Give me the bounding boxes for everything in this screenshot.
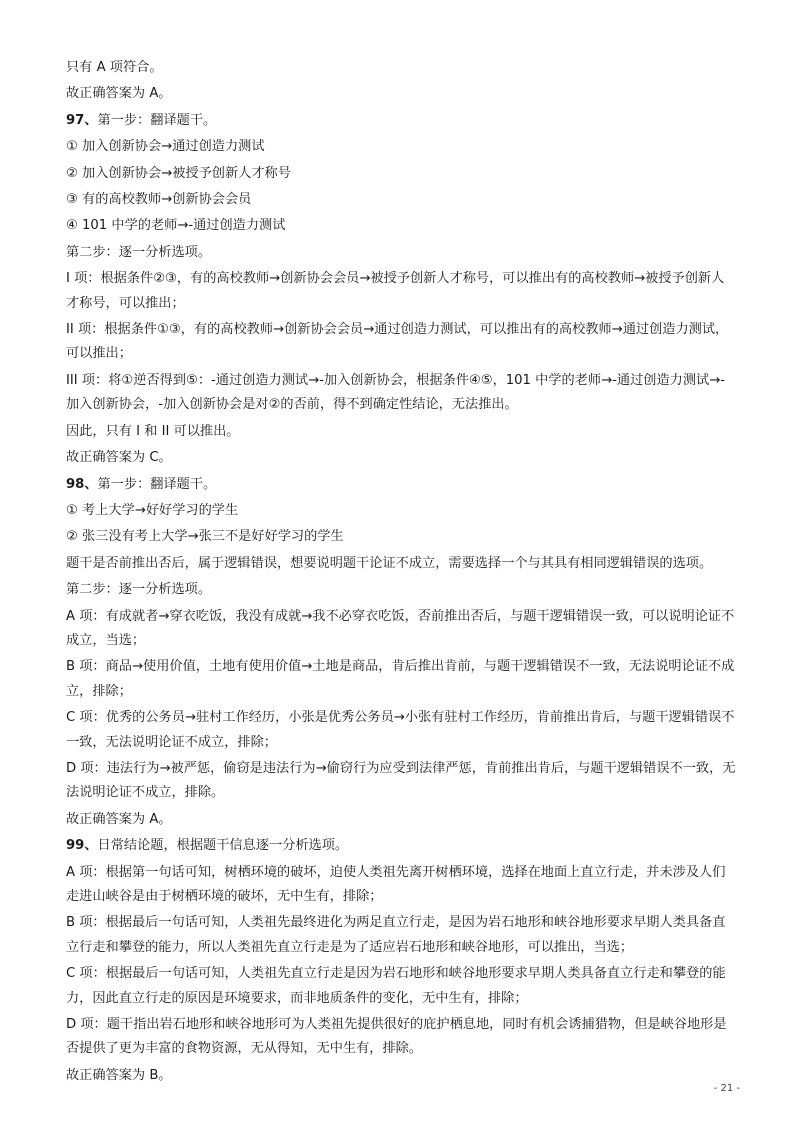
line-text: A 项：根据第一句话可知，树栖环境的破坏，迫使人类祖先离开树栖环境，选择在地面上直立行走，并未涉及人们走进山峡谷是由于树栖环境的破坏，无中生有，排除；	[66, 864, 726, 904]
line-text: ③ 有的高校教师→创新协会会员	[66, 192, 252, 208]
line-text: ① 加入创新协会→通过创造力测试	[66, 139, 265, 155]
line-text: ④ 101 中学的老师→-通过创造力测试	[66, 218, 286, 234]
text-line	[66, 188, 736, 212]
line-text: ① 考上大学→好好学习的学生	[66, 502, 239, 518]
text-line	[66, 318, 736, 367]
text-line	[66, 834, 736, 858]
line-text: 故正确答案为 A。	[66, 86, 172, 102]
line-text: III 项：将①逆否得到⑤：-通过创造力测试→-加入创新协会，根据条件④⑤，101 中学的老师→-通过创造力测试→-加入创新协会，-加入创新协会是对②的否前，得不到确定性结论，无法推出。	[66, 372, 726, 413]
text-line	[66, 162, 736, 186]
question-number: 99、	[66, 838, 98, 854]
text-line	[66, 1013, 736, 1062]
line-text: C 项：根据最后一句话可知，人类祖先直立行走是因为岩石地形和峡谷地形要求早期人类具备直立行走和攀登的能力，因此直立行走的原因是环境要求，而非地质条件的变化，无中生有，排除；	[66, 966, 726, 1006]
line-text: 第一步：翻译题干。	[97, 476, 217, 492]
text-line	[66, 808, 736, 832]
line-text: 第二步：逐一分析选项。	[66, 582, 212, 598]
text-line	[66, 655, 736, 704]
text-line	[66, 861, 736, 910]
text-line	[66, 56, 736, 80]
text-line	[66, 499, 736, 523]
text-line	[66, 369, 736, 418]
line-text: D 项：违法行为→被严惩，偷窃是违法行为→偷窃行为应受到法律严惩，肯前推出肯后，与题干逻辑错误不一致，无法说明论证不成立，排除。	[66, 760, 736, 801]
question-number: 98、	[66, 476, 98, 492]
text-line	[66, 82, 736, 106]
line-text: 因此，只有 I 和 II 可以推出。	[66, 423, 240, 439]
text-line	[66, 911, 736, 960]
line-text: 第一步：翻译题干。	[97, 112, 217, 128]
text-line	[66, 706, 736, 755]
line-text: 故正确答案为 A。	[66, 811, 172, 827]
text-line	[66, 552, 736, 576]
text-line	[66, 473, 736, 497]
text-line	[66, 135, 736, 159]
text-line	[66, 109, 736, 133]
line-text: D 项：题干指出岩石地形和峡谷地形可为人类祖先提供很好的庇护栖息地，同时有机会诱捕猎物，但是峡谷地形是否提供了更为丰富的食物资源，无从得知，无中生有，排除。	[66, 1017, 727, 1057]
line-text: C 项：优秀的公务员→驻村工作经历，小张是优秀公务员→小张有驻村工作经历，肯前推出肯后，与题干逻辑错误不一致，无法说明论证不成立，排除；	[66, 710, 735, 750]
text-line	[66, 446, 736, 470]
line-text: II 项：根据条件①③，有的高校教师→创新协会会员→通过创造力测试，可以推出有的高校教师→通过创造力测试，可以推出；	[66, 322, 729, 362]
text-line	[66, 757, 736, 806]
line-text: B 项：商品→使用价值，土地有使用价值→土地是商品，肯后推出肯前，与题干逻辑错误不一致，无法说明论证不成立，排除；	[66, 659, 735, 699]
line-text: I 项：根据条件②③，有的高校教师→创新协会会员→被授予创新人才称号，可以推出有的高校教师→被授予创新人才称号，可以推出；	[66, 271, 725, 311]
document-body	[66, 56, 736, 1090]
text-line	[66, 605, 736, 654]
text-line	[66, 525, 736, 549]
line-text: 故正确答案为 C。	[66, 450, 172, 466]
line-text: 题干是否前推出否后，属于逻辑错误，想要说明题干论证不成立，需要选择一个与其具有相同逻辑错误的选项。	[66, 555, 713, 571]
line-text: ② 加入创新协会→被授予创新人才称号	[66, 165, 291, 181]
line-text: 日常结论题，根据题干信息逐一分析选项。	[97, 838, 349, 854]
question-number: 97、	[66, 112, 98, 128]
line-text: 故正确答案为 B。	[66, 1067, 172, 1083]
line-text: A 项：有成就者→穿衣吃饭，我没有成就→我不必穿衣吃饭，否前推出否后，与题干逻辑错误一致，可以说明论证不成立，当选；	[66, 608, 735, 648]
page-number: - 21 -	[713, 1083, 740, 1094]
line-text: B 项：根据最后一句话可知，人类祖先最终进化为两足直立行走，是因为岩石地形和峡谷地形要求早期人类具备直立行走和攀登的能力，所以人类祖先直立行走是为了适应岩石地形和峡谷地形，可以推出，当选；	[66, 915, 726, 955]
text-line	[66, 241, 736, 265]
line-text: ② 张三没有考上大学→张三不是好好学习的学生	[66, 529, 344, 545]
text-line	[66, 420, 736, 444]
line-text: 第二步：逐一分析选项。	[66, 244, 212, 260]
text-line	[66, 962, 736, 1011]
text-line	[66, 214, 736, 238]
line-text: 只有 A 项符合。	[66, 60, 163, 75]
text-line	[66, 578, 736, 602]
text-line	[66, 267, 736, 316]
text-line	[66, 1064, 736, 1088]
